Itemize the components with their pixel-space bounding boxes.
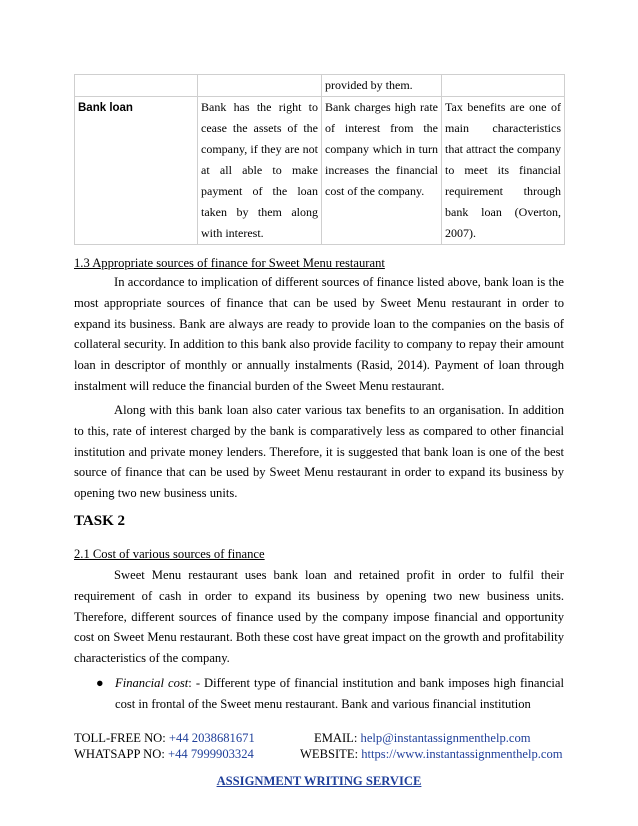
- list-item: [74, 673, 564, 715]
- bullet-list: [74, 673, 564, 715]
- bullet-icon: ●: [96, 676, 104, 690]
- website-label: WEBSITE:: [300, 747, 362, 761]
- table-cell: provided by them.: [322, 75, 442, 97]
- whatsapp-number[interactable]: +44 7999903324: [168, 747, 254, 761]
- bullet-term: Financial cost: [115, 676, 189, 690]
- contact-footer: [74, 730, 564, 762]
- tollfree-number[interactable]: +44 2038681671: [168, 731, 255, 745]
- table-row: [75, 75, 565, 97]
- service-banner-link[interactable]: ASSIGNMENT WRITING SERVICE: [216, 774, 422, 788]
- email-link[interactable]: help@instantassignmenthelp.com: [360, 731, 531, 745]
- paragraph: [74, 565, 564, 669]
- table-cell-rights: Bank has the right to cease the assets of the company, if they are not at all able to make payment of the loan taken by them along with interest.: [198, 97, 322, 245]
- website-link[interactable]: https://www.instantassignmenthelp.com: [361, 747, 563, 761]
- email-label: EMAIL:: [314, 731, 361, 745]
- paragraph-text: Along with this bank loan also cater various tax benefits to an organisation. In addition to this, rate of interest charged by the bank is comparatively less as compared to other financial institution and private money lenders. Therefore, it is suggested that bank loan is one of the best source of finance that can be used by Sweet Menu restaurant in order to expand its business by opening two new business units.: [74, 403, 564, 501]
- section-heading-2-1: 2.1 Cost of various sources of finance: [74, 547, 265, 561]
- finance-sources-table: [74, 74, 565, 245]
- table-cell-cost: Bank charges high rate of interest from the company which in turn increases the financial cost of the company.: [322, 97, 442, 245]
- whatsapp-label: WHATSAPP NO:: [74, 747, 168, 761]
- paragraph-text: In accordance to implication of different sources of finance listed above, bank loan is the most appropriate sources of finance that can be used by Sweet Menu restaurant in order to expand its business. Bank are always are ready to provide loan to the companies on the basis of collateral security. In addition to this bank also provide facility to company to repay their amount loan in descriptor of monthly or annually instalments (Rasid, 2014). Payment of loan through instalment will reduce the financial burden of the Sweet Menu restaurant.: [74, 275, 564, 393]
- table-cell-benefits: Tax benefits are one of main characteristics that attract the company to meet its financial requirement through bank loan (Overton, 2007).: [442, 97, 565, 245]
- section-heading-1-3: 1.3 Appropriate sources of finance for Sweet Menu restaurant: [74, 256, 385, 270]
- table-cell: [198, 75, 322, 97]
- tollfree-label: TOLL-FREE NO:: [74, 731, 169, 745]
- row-label-bank-loan: Bank loan: [75, 97, 198, 245]
- task-heading: TASK 2: [74, 513, 125, 529]
- bullet-text: : - Different type of financial institution and bank imposes high financial cost in frontal of the Sweet menu restaurant. Bank and various financial institution: [115, 676, 564, 711]
- table-cell: [442, 75, 565, 97]
- paragraph: [74, 272, 564, 397]
- paragraph-text: Sweet Menu restaurant uses bank loan and retained profit in order to fulfil their requirement of cash in order to expand its business by opening two new business units. Therefore, different sources of finance used by the company impose financial and opportunity cost on Sweet Menu restaurant. Both these cost have great impact on the growth and profitability characteristics of the company.: [74, 568, 564, 666]
- table-row-bank-loan: [75, 97, 565, 245]
- paragraph: [74, 400, 564, 504]
- table-cell: [75, 75, 198, 97]
